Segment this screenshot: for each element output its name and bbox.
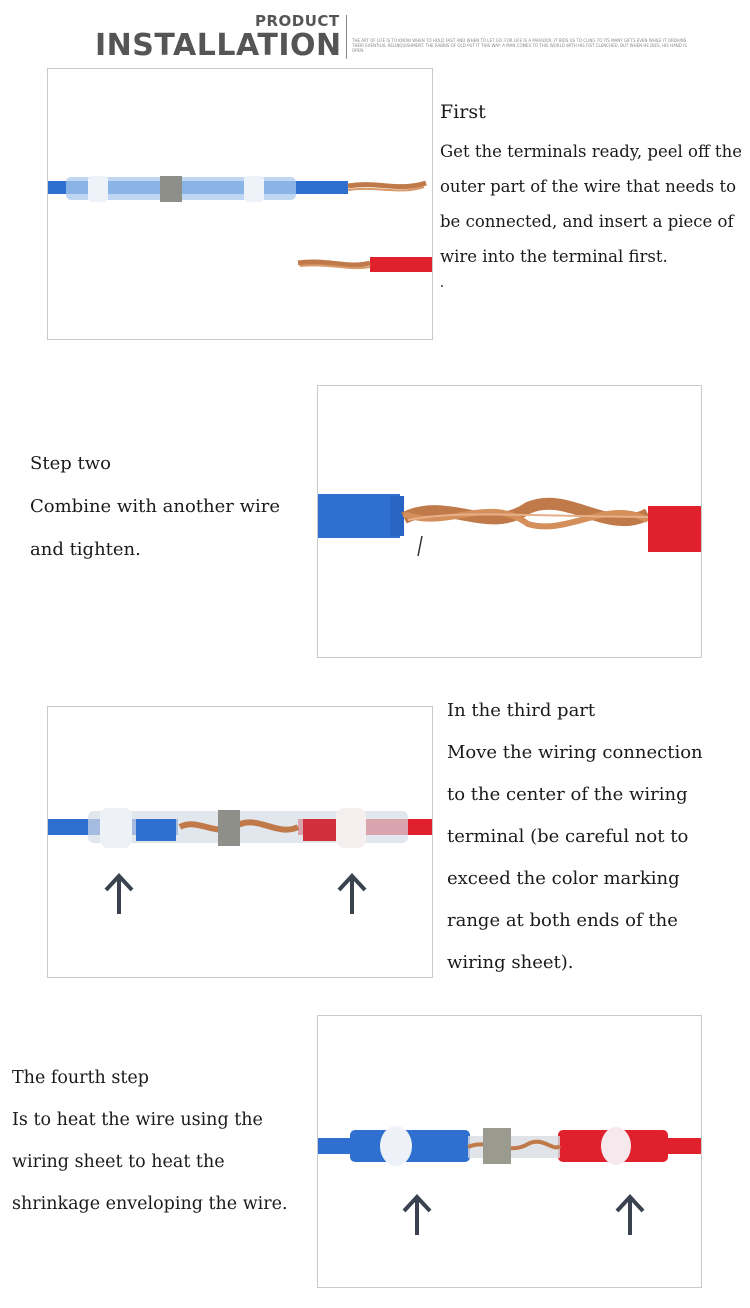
step1-line: be connected, and insert a piece of [440, 212, 734, 231]
step4-photo [317, 1015, 702, 1288]
header-divider [346, 15, 347, 59]
step3-line: terminal (be careful not to [447, 826, 689, 847]
step1-title: First [440, 101, 486, 123]
arrow-up-icon [104, 872, 134, 914]
arrow-up-icon [337, 872, 367, 914]
step4-line: Is to heat the wire using the [12, 1110, 263, 1130]
step2-photo [317, 385, 702, 658]
step3-line: Move the wiring connection [447, 742, 703, 763]
step2-title: Step two [30, 453, 111, 474]
step3-line: exceed the color marking [447, 868, 680, 889]
step1-photo [47, 68, 433, 340]
step2-line: Combine with another wire [30, 496, 281, 517]
step3-line: range at both ends of the [447, 910, 678, 931]
step1-line: outer part of the wire that needs to [440, 177, 737, 196]
step4-line: wiring sheet to heat the [12, 1152, 225, 1172]
step3-line: wiring sheet). [447, 952, 574, 973]
step1-line: Get the terminals ready, peel off the [440, 142, 742, 161]
header-installation-title: INSTALLATION [95, 28, 342, 63]
step3-title: In the third part [447, 700, 596, 721]
step4-title: The fourth step [12, 1068, 149, 1088]
step3-photo [47, 706, 433, 978]
step3-text [447, 690, 747, 984]
step2-text [30, 442, 315, 571]
step4-line: shrinkage enveloping the wire. [12, 1194, 288, 1214]
step2-line: and tighten. [30, 539, 141, 560]
header-fine-print: THE ART OF LIFE IS TO KNOW WHEN TO HOLD FAST AND WHEN TO LET GO. FOR LIFE IS A PARADOX: IT BIDS US TO CLING TO ITS MANY GIFTS EVEN WHILE IT ORDAINS THEIR EVENTUAL RELINQUISHMENT. THE RABBIS OF OLD PUT IT THIS WAY: A MAN COMES TO THIS WORLD WITH HIS FIST CLENCHED, BUT WHEN HE DIES, HIS HAND IS OPEN. [352, 38, 687, 53]
step4-text [12, 1057, 317, 1225]
step1-line: wire into the terminal first. [440, 247, 668, 266]
step3-line: to the center of the wiring [447, 784, 688, 805]
header-product-label: PRODUCT [255, 12, 340, 30]
stray-dot [441, 285, 443, 287]
arrow-up-icon [402, 1193, 432, 1235]
step1-text [440, 90, 750, 274]
arrow-up-icon [615, 1193, 645, 1235]
